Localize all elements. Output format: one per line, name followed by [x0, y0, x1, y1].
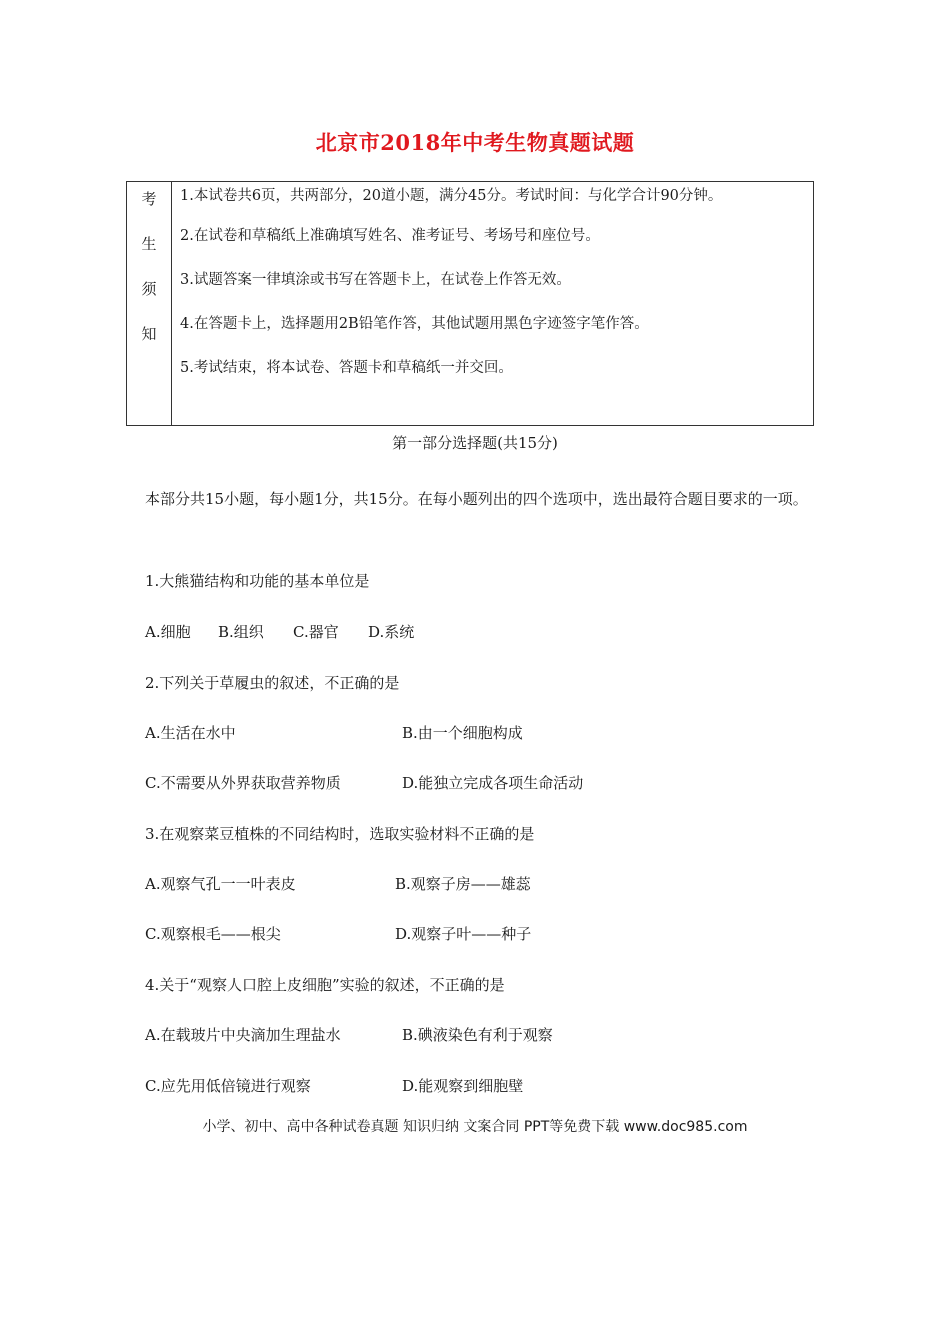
option-d: D.系统	[368, 623, 415, 641]
notice-item: 2.在试卷和草稿纸上准确填写姓名、准考证号、考场号和座位号。	[180, 228, 600, 244]
option-a: A.细胞	[145, 623, 191, 641]
notice-label-char: 考	[141, 190, 157, 208]
option-c: C.器官	[293, 623, 339, 641]
option-b: B.观察子房——雄蕊	[395, 875, 531, 893]
question-stem: 2.下列关于草履虫的叙述，不正确的是	[145, 674, 400, 692]
notice-item: 1.本试卷共6页，共两部分，20道小题，满分45分。考试时间：与化学合计90分钟。	[180, 188, 723, 204]
option-d: D.观察子叶——种子	[395, 925, 532, 943]
question-stem: 1.大熊猫结构和功能的基本单位是	[145, 572, 370, 590]
notice-label-char: 须	[141, 280, 157, 298]
notice-item: 3.试题答案一律填涂或书写在答题卡上，在试卷上作答无效。	[180, 272, 571, 288]
option-b: B.由一个细胞构成	[402, 724, 523, 742]
notice-item: 5.考试结束，将本试卷、答题卡和草稿纸一并交回。	[180, 360, 513, 376]
question-stem: 4.关于“观察人口腔上皮细胞”实验的叙述，不正确的是	[145, 976, 505, 994]
notice-label	[127, 182, 172, 425]
question-stem: 3.在观察菜豆植株的不同结构时，选取实验材料不正确的是	[145, 825, 535, 843]
notice-item: 4.在答题卡上，选择题用2B铅笔作答，其他试题用黑色字迹签字笔作答。	[180, 316, 649, 332]
notice-items	[172, 182, 813, 425]
option-a: A.观察气孔一一叶表皮	[145, 875, 296, 893]
exam-notice-box	[126, 181, 814, 426]
section-intro: 本部分共15小题，每小题1分，共15分。在每小题列出的四个选项中，选出最符合题目要求的一项。	[145, 490, 808, 508]
option-d: D.能独立完成各项生命活动	[402, 774, 584, 792]
option-a: A.在载玻片中央滴加生理盐水	[145, 1026, 341, 1044]
page-footer: 小学、初中、高中各种试卷真题 知识归纳 文案合同 PPT等免费下载 www.doc985.com	[202, 1119, 748, 1135]
option-a: A.生活在水中	[145, 724, 236, 742]
option-b: B.组织	[218, 623, 264, 641]
option-d: D.能观察到细胞壁	[402, 1077, 524, 1095]
option-c: C.应先用低倍镜进行观察	[145, 1077, 311, 1095]
notice-label-char: 生	[141, 235, 157, 253]
option-c: C.观察根毛——根尖	[145, 925, 281, 943]
option-c: C.不需要从外界获取营养物质	[145, 774, 341, 792]
page-title: 北京市2018年中考生物真题试题	[315, 130, 635, 155]
section-title: 第一部分选择题(共15分)	[392, 434, 558, 452]
option-b: B.碘液染色有利于观察	[402, 1026, 553, 1044]
notice-label-char: 知	[141, 325, 157, 343]
